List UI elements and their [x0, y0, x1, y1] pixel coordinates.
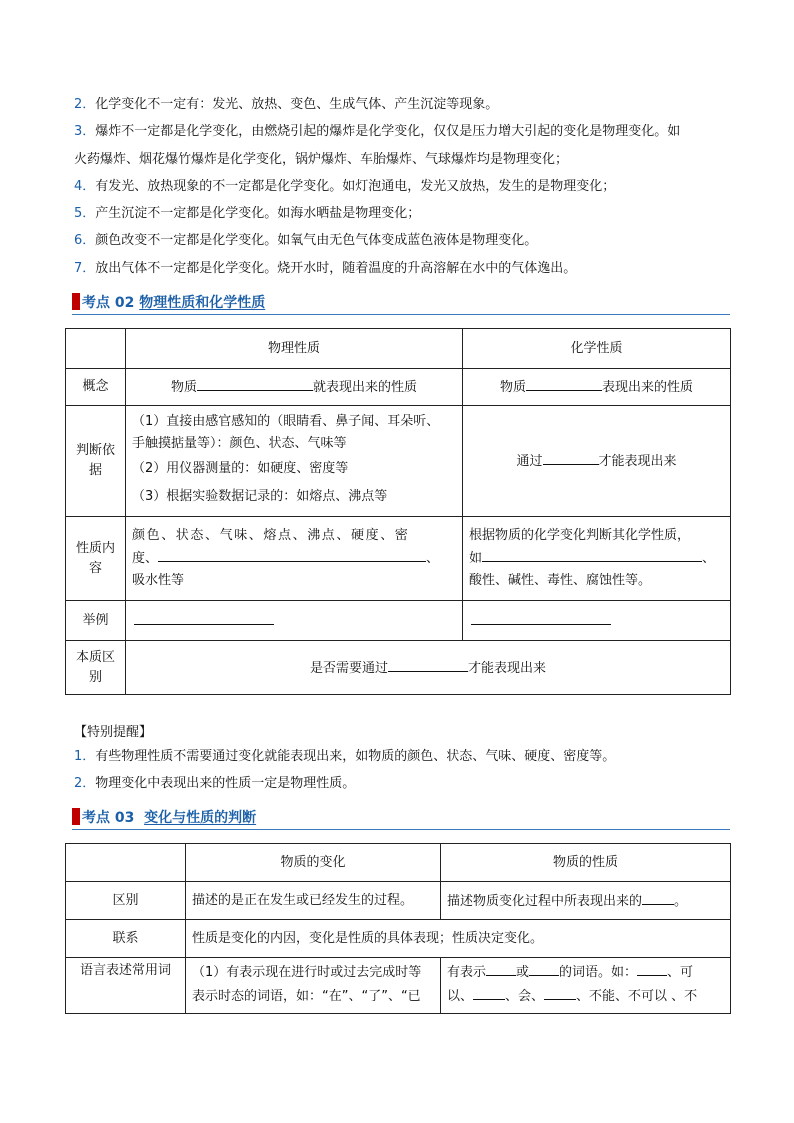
fill-blank[interactable] — [637, 961, 667, 976]
fill-blank[interactable] — [482, 547, 702, 562]
list-item: 5．产生沉淀不一定都是化学变化。如海水晒盐是物理变化； — [74, 206, 421, 221]
basis-physical: （1）直接由感官感知的（眼睛看、鼻子闻、耳朵听、 手触摸掂量等）：颜色、状态、气味等 （2）用仪器测量的：如硬度、密度等 （3）根据实验数据记录的：如熔点、沸点等 — [126, 406, 463, 517]
heading-marker-bar — [72, 293, 80, 310]
concept-chemical: 物质 表现出来的性质 — [463, 369, 731, 406]
fill-blank[interactable] — [473, 985, 505, 1000]
content-chemical: 根据物质的化学变化判断其化学性质， 如 、 酸性、碱性、毒性、腐蚀性等。 — [463, 517, 731, 601]
relation-text: 性质是变化的内因，变化是性质的具体表现；性质决定变化。 — [186, 920, 731, 958]
header-chemical: 化学性质 — [463, 329, 731, 369]
row-label-basis: 判断依 据 — [66, 406, 126, 517]
reminder-title: 【特别提醒】 — [74, 725, 153, 740]
header-change: 物质的变化 — [186, 844, 441, 882]
list-item: 2．化学变化不一定有：发光、放热、变色、生成气体、产生沉淀等现象。 — [74, 97, 499, 112]
fill-blank[interactable] — [486, 961, 516, 976]
row-label-example: 举例 — [66, 601, 126, 641]
fill-blank[interactable] — [526, 376, 602, 391]
concept-physical: 物质 就表现出来的性质 — [126, 369, 463, 406]
heading-title: 考点 03 变化与性质的判断 — [82, 810, 257, 826]
table-corner-cell — [66, 329, 126, 369]
wording-change: （1）有表示现在进行时或过去完成时等 表示时态的词语，如：“在”、“了”、“已 — [186, 958, 441, 1014]
row-label-essence: 本质区 别 — [66, 641, 126, 695]
fill-blank[interactable] — [543, 450, 599, 465]
fill-blank[interactable] — [388, 657, 468, 672]
fill-blank[interactable] — [471, 610, 611, 625]
example-physical — [126, 601, 463, 641]
list-item-continuation: 火药爆炸、烟花爆竹爆炸是化学变化，锅炉爆炸、车胎爆炸、气球爆炸均是物理变化； — [74, 152, 569, 167]
reminder-item: 1．有些物理性质不需要通过变化就能表现出来，如物质的颜色、状态、气味、硬度、密度等。 — [74, 749, 616, 764]
row-label-relation: 联系 — [66, 920, 186, 958]
content-physical: 颜色、状态、气味、熔点、沸点、硬度、密 度、 、 吸水性等 — [126, 517, 463, 601]
row-label-wording: 语言表述常用词 — [66, 958, 186, 1014]
reminder-item: 2．物理变化中表现出来的性质一定是物理性质。 — [74, 776, 356, 791]
list-item: 6．颜色改变不一定都是化学变化。如氧气由无色气体变成蓝色液体是物理变化。 — [74, 233, 538, 248]
header-property: 物质的性质 — [441, 844, 731, 882]
heading-title: 考点 02 物理性质和化学性质 — [82, 295, 266, 311]
wording-property: 有表示 或 的词语。如： 、可 以、 、会、 、不能、不可以 、不 — [441, 958, 731, 1014]
fill-blank[interactable] — [134, 610, 274, 625]
row-label-content: 性质内 容 — [66, 517, 126, 601]
section-heading-03 — [72, 805, 730, 830]
fill-blank[interactable] — [158, 547, 426, 562]
change-property-table — [65, 843, 731, 1014]
table-corner-cell — [66, 844, 186, 882]
fill-blank[interactable] — [544, 985, 576, 1000]
essence-difference: 是否需要通过 才能表现出来 — [126, 641, 731, 695]
basis-chemical: 通过 才能表现出来 — [463, 406, 731, 517]
fill-blank[interactable] — [197, 376, 313, 391]
section-heading-02 — [72, 290, 730, 315]
header-physical: 物理性质 — [126, 329, 463, 369]
properties-table — [65, 328, 731, 695]
difference-change: 描述的是正在发生或已经发生的过程。 — [186, 882, 441, 920]
example-chemical — [463, 601, 731, 641]
heading-marker-bar — [72, 808, 80, 825]
list-item: 4．有发光、放热现象的不一定都是化学变化。如灯泡通电，发光又放热，发生的是物理变化； — [74, 179, 616, 194]
row-label-difference: 区别 — [66, 882, 186, 920]
list-item: 3．爆炸不一定都是化学变化，由燃烧引起的爆炸是化学变化，仅仅是压力增大引起的变化是物理变化。如 — [74, 124, 681, 139]
fill-blank[interactable] — [529, 961, 559, 976]
fill-blank[interactable] — [642, 890, 674, 905]
difference-property: 描述物质变化过程中所表现出来的 。 — [441, 882, 731, 920]
row-label-concept: 概念 — [66, 369, 126, 406]
list-item: 7．放出气体不一定都是化学变化。烧开水时，随着温度的升高溶解在水中的气体逸出。 — [74, 261, 577, 276]
